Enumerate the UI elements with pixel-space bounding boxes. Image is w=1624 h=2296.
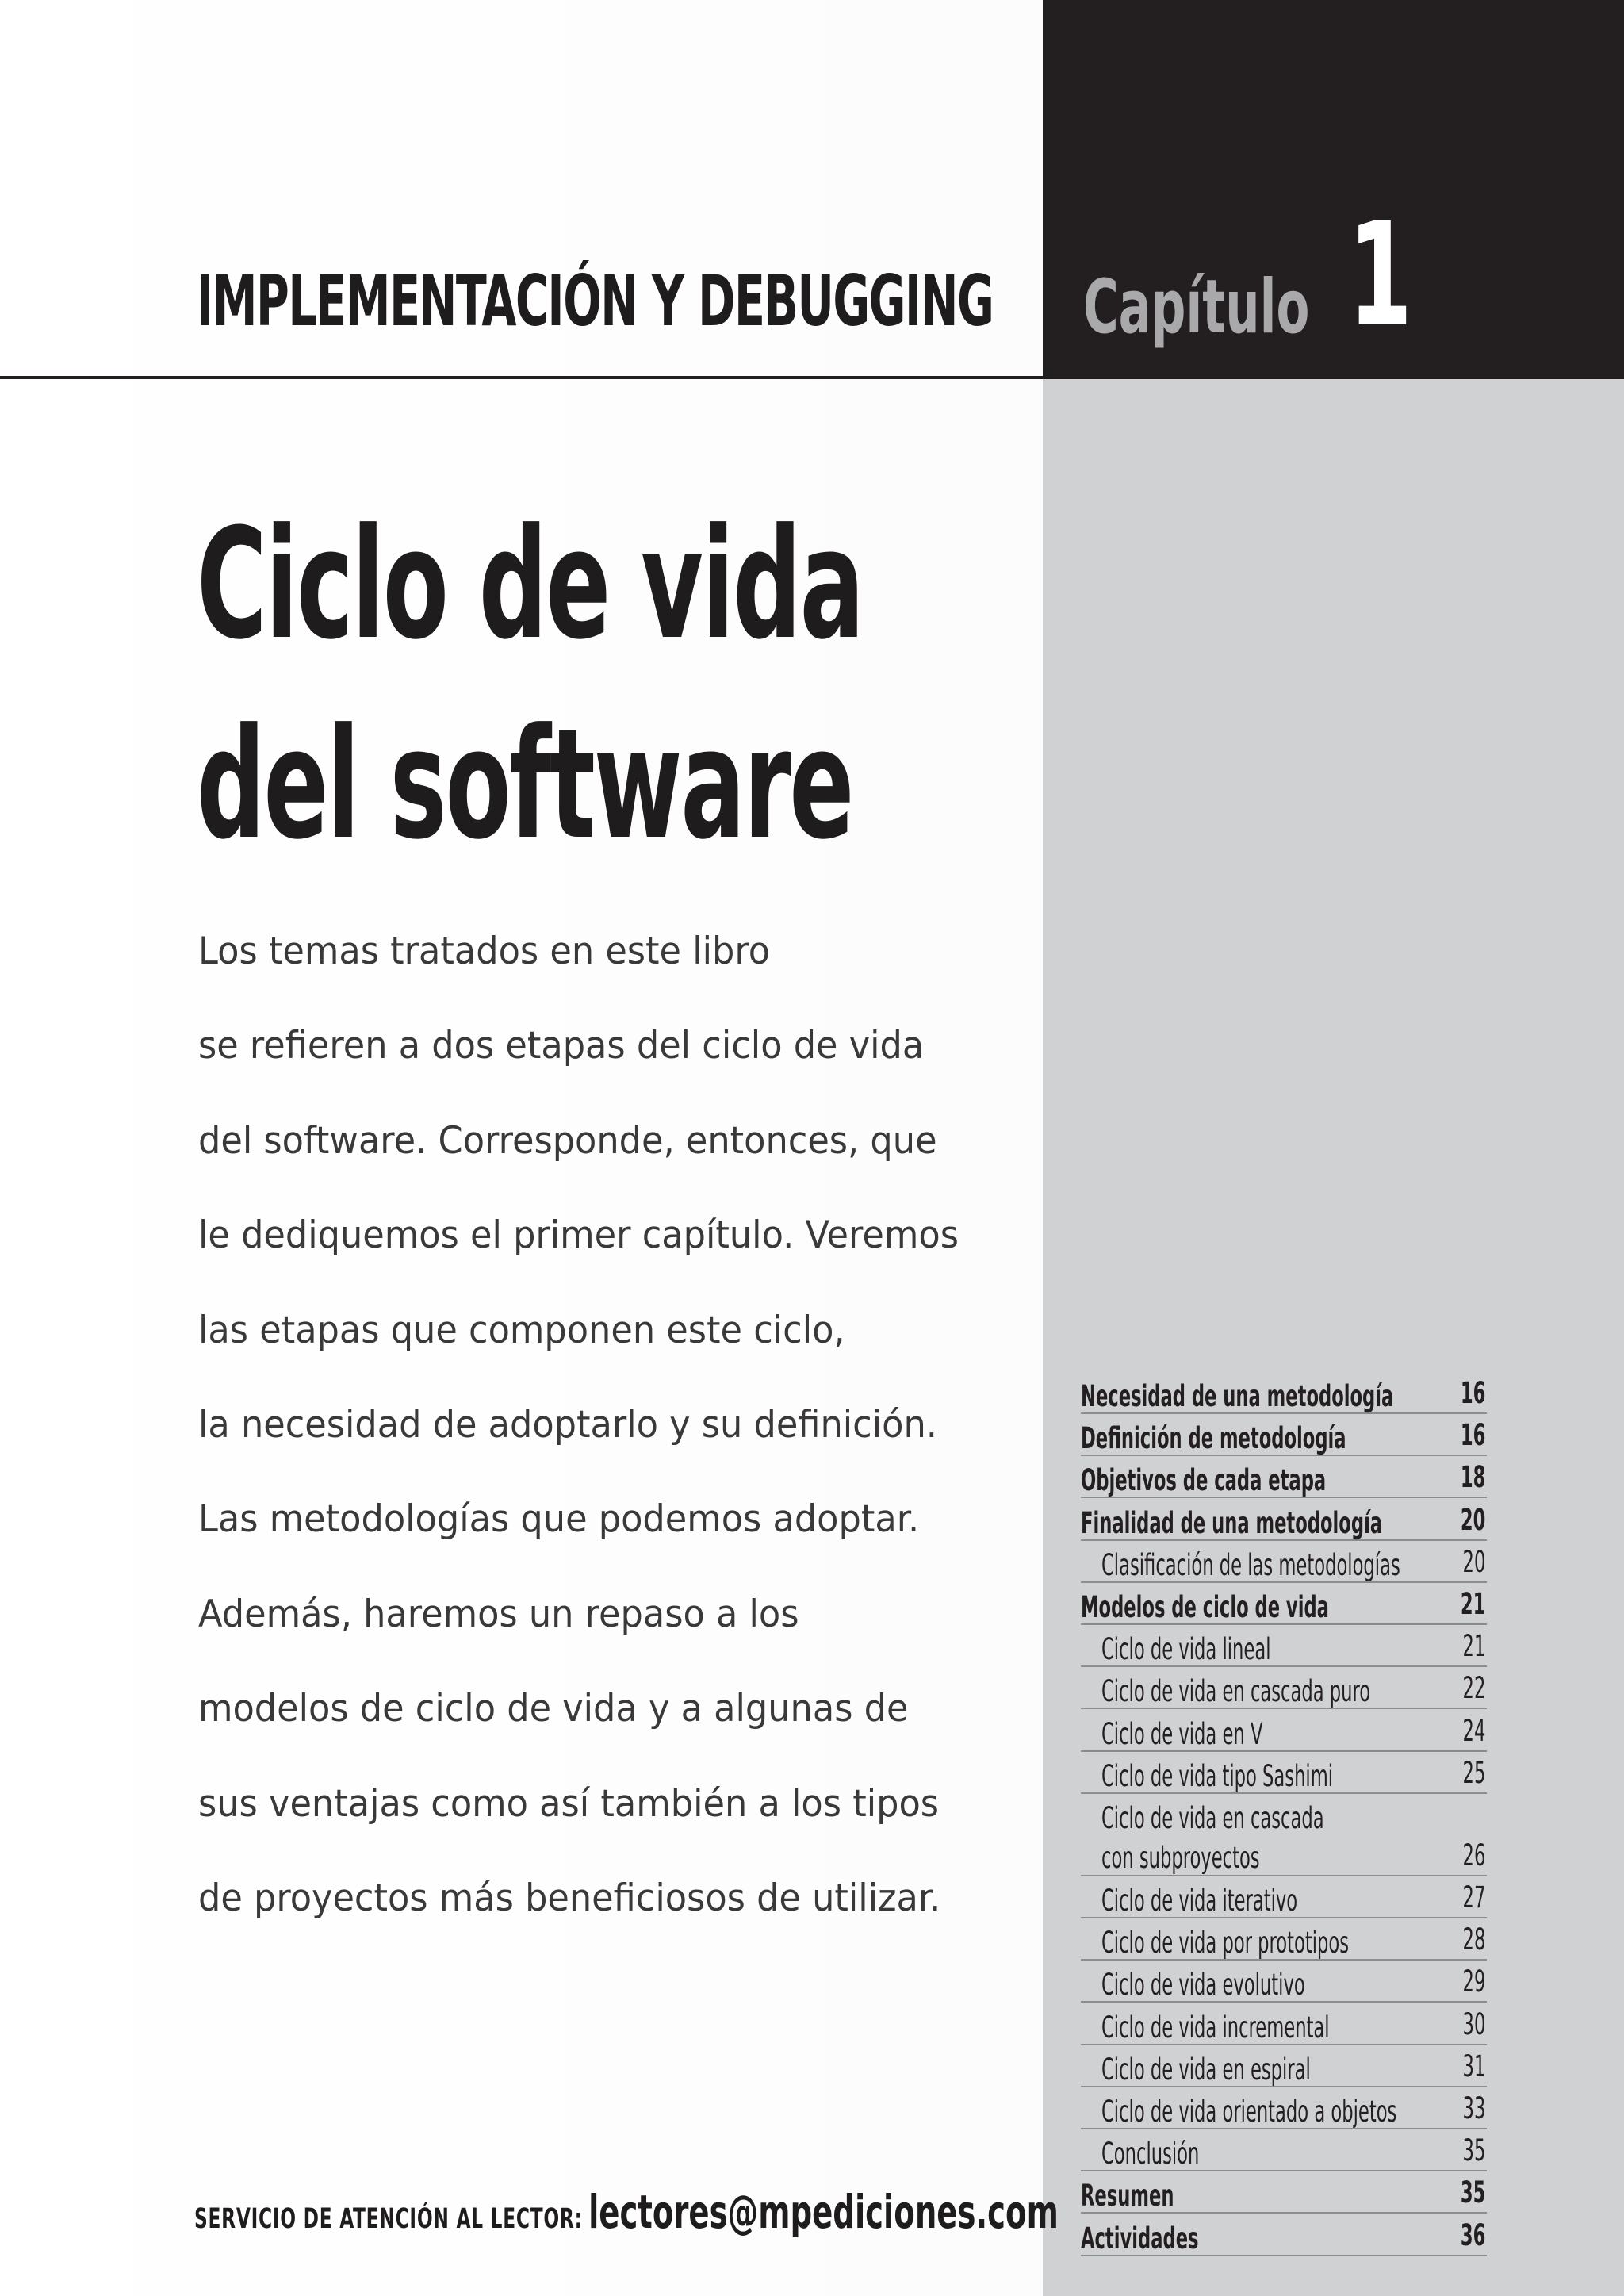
- toc-subentry[interactable]: [1081, 1878, 1487, 1918]
- chapter-title-line: del software: [197, 696, 853, 873]
- toc-entry-page: 20: [1462, 1544, 1485, 1579]
- intro-line: la necesidad de adoptarlo y su definición.: [198, 1403, 937, 1447]
- toc-entry-title: Definición de metodología: [1081, 1421, 1346, 1456]
- toc-entry-title: Ciclo de vida por prototipos: [1101, 1926, 1350, 1961]
- intro-line: las etapas que componen este ciclo,: [198, 1308, 845, 1352]
- toc-entry-page: 26: [1462, 1838, 1485, 1872]
- toc-entry-title: [1101, 1799, 1371, 1878]
- toc-subentry[interactable]: [1081, 2047, 1487, 2087]
- toc-entry-title-line: con subproyectos: [1101, 1840, 1260, 1875]
- intro-line: de proyectos más beneficiosos de utilizar.: [198, 1876, 941, 1921]
- toc-entry-page: 30: [1462, 2007, 1485, 2041]
- reader-service-label: SERVICIO DE ATENCIÓN AL LECTOR:: [194, 2203, 583, 2235]
- toc-entry-page: 18: [1460, 1460, 1485, 1495]
- toc-entry-title: Conclusión: [1101, 2137, 1200, 2171]
- toc-entry-page: 24: [1462, 1713, 1485, 1748]
- toc-entry-title: Necesidad de una metodología: [1081, 1379, 1394, 1413]
- chapter-intro: [198, 904, 998, 1945]
- toc-entry-page: 28: [1462, 1922, 1485, 1957]
- toc-entry-title: Ciclo de vida en espiral: [1101, 2052, 1311, 2087]
- toc-entry-title: Ciclo de vida tipo Sashimi: [1101, 1758, 1334, 1793]
- toc-subentry[interactable]: [1081, 1920, 1487, 1961]
- toc-entry-title: Ciclo de vida evolutivo: [1101, 1968, 1305, 2003]
- chapter-number: 1: [1348, 193, 1413, 358]
- toc-entry[interactable]: [1081, 1458, 1487, 1498]
- reader-service-email-link[interactable]: lectores@mpediciones.com: [588, 2185, 1059, 2239]
- toc-entry-title: Ciclo de vida incremental: [1101, 2010, 1330, 2045]
- toc-entry-page: 25: [1462, 1755, 1485, 1790]
- toc-entry-title: Actividades: [1081, 2221, 1199, 2256]
- toc-entry-page: 16: [1460, 1418, 1485, 1453]
- toc-entry-title: Ciclo de vida orientado a objetos: [1101, 2095, 1397, 2129]
- book-title: IMPLEMENTACIÓN Y DEBUGGING: [197, 260, 994, 342]
- toc-entry-page: 31: [1462, 2049, 1485, 2083]
- table-of-contents: [1081, 1374, 1487, 2258]
- toc-subentry[interactable]: [1081, 2005, 1487, 2045]
- toc-entry-page: 29: [1462, 1964, 1485, 1999]
- toc-entry-title: Resumen: [1081, 2179, 1174, 2214]
- toc-entry-title: Ciclo de vida iterativo: [1101, 1884, 1298, 1918]
- toc-entry-page: 22: [1462, 1671, 1485, 1706]
- toc-entry-title: Ciclo de vida lineal: [1101, 1632, 1271, 1667]
- toc-entry-title: Modelos de ciclo de vida: [1081, 1589, 1329, 1624]
- toc-entry-page: 35: [1462, 2133, 1485, 2168]
- chapter-title-line: Ciclo de vida: [197, 496, 864, 673]
- toc-subentry[interactable]: [1081, 2089, 1487, 2129]
- chapter-title: [197, 485, 863, 885]
- toc-entry[interactable]: [1081, 1501, 1487, 1541]
- toc-subentry[interactable]: [1081, 1543, 1487, 1583]
- intro-line: sus ventajas como así también a los tipos: [198, 1781, 940, 1826]
- toc-entry-title: Objetivos de cada etapa: [1081, 1463, 1327, 1498]
- toc-entry[interactable]: [1081, 1416, 1487, 1456]
- toc-entry-page: 21: [1460, 1586, 1485, 1621]
- toc-subentry[interactable]: [1081, 1711, 1487, 1752]
- toc-entry-title-line: Ciclo de vida en cascada: [1101, 1800, 1324, 1835]
- header-divider: [0, 376, 1043, 379]
- intro-line: Las metodologías que podemos adoptar.: [198, 1497, 920, 1542]
- reader-service-footer: [194, 2185, 1362, 2239]
- toc-subentry[interactable]: [1081, 1754, 1487, 1794]
- toc-entry-page: 27: [1462, 1880, 1485, 1915]
- toc-entry-title: Clasificación de las metodologías: [1101, 1547, 1400, 1582]
- toc-subentry[interactable]: [1081, 1796, 1487, 1876]
- intro-line: se refieren a dos etapas del ciclo de vida: [198, 1024, 925, 1068]
- toc-entry-page: 33: [1462, 2091, 1485, 2125]
- intro-line: del software. Corresponde, entonces, que: [198, 1118, 937, 1163]
- toc-subentry[interactable]: [1081, 1627, 1487, 1667]
- toc-entry-title: Ciclo de vida en cascada puro: [1101, 1674, 1371, 1709]
- intro-line: Los temas tratados en este libro: [198, 930, 771, 973]
- intro-line: Además, haremos un repaso a los: [198, 1592, 799, 1636]
- toc-entry[interactable]: [1081, 1374, 1487, 1414]
- toc-entry-page: 21: [1462, 1629, 1485, 1664]
- toc-entry-title: Ciclo de vida en V: [1101, 1716, 1263, 1751]
- toc-subentry[interactable]: [1081, 1962, 1487, 2003]
- toc-subentry[interactable]: [1081, 1669, 1487, 1709]
- toc-entry-page: 16: [1460, 1376, 1485, 1410]
- toc-entry-title: Finalidad de una metodología: [1081, 1505, 1383, 1540]
- toc-entry-page: 36: [1460, 2217, 1485, 2252]
- toc-subentry[interactable]: [1081, 2131, 1487, 2171]
- chapter-label: Capítulo: [1083, 264, 1310, 351]
- toc-entry-page: 20: [1460, 1502, 1485, 1537]
- toc-entry[interactable]: [1081, 1585, 1487, 1625]
- toc-entry-page: 35: [1460, 2175, 1485, 2210]
- intro-line: le dediquemos el primer capítulo. Veremos: [198, 1213, 959, 1258]
- intro-line: modelos de ciclo de vida y a algunas de: [198, 1687, 909, 1731]
